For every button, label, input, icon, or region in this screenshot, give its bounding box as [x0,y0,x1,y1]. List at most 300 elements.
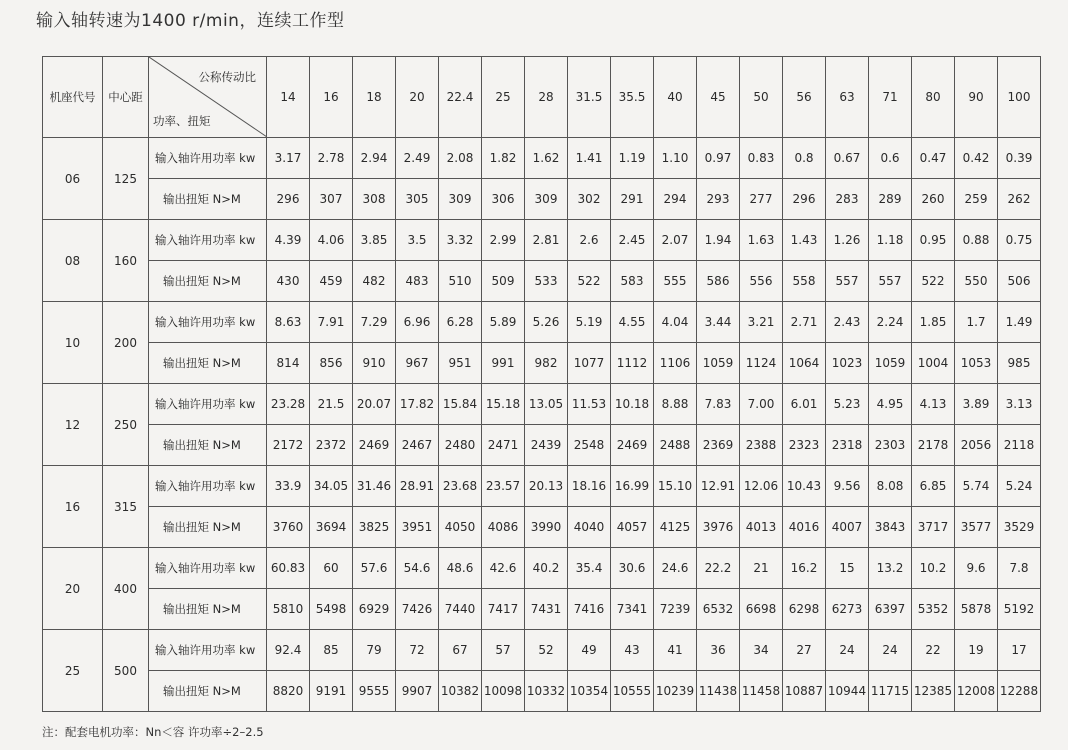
power-value-cell: 7.91 [310,302,353,343]
torque-value-cell: 10555 [611,671,654,712]
torque-value-cell: 2369 [697,425,740,466]
power-value-cell: 24.6 [654,548,697,589]
torque-row [43,343,1041,384]
torque-value-cell: 4040 [568,507,611,548]
power-value-cell: 57 [482,630,525,671]
power-value-cell: 0.75 [998,220,1041,261]
power-value-cell: 10.2 [912,548,955,589]
torque-value-cell: 9191 [310,671,353,712]
power-value-cell: 1.94 [697,220,740,261]
power-value-cell: 5.19 [568,302,611,343]
torque-value-cell: 4013 [740,507,783,548]
power-value-cell: 0.8 [783,138,826,179]
center-distance-cell: 400 [103,548,149,630]
torque-value-cell: 483 [396,261,439,302]
power-value-cell: 9.6 [955,548,998,589]
torque-value-cell: 1023 [826,343,869,384]
power-value-cell: 36 [697,630,740,671]
footnote: 注：配套电机功率：Nn＜容 许功率÷2–2.5 [42,725,264,739]
header-diagonal-cell [149,57,267,138]
power-value-cell: 6.96 [396,302,439,343]
torque-value-cell: 2323 [783,425,826,466]
torque-value-cell: 3951 [396,507,439,548]
torque-value-cell: 2471 [482,425,525,466]
power-value-cell: 92.4 [267,630,310,671]
torque-value-cell: 2056 [955,425,998,466]
power-value-cell: 3.89 [955,384,998,425]
torque-value-cell: 5352 [912,589,955,630]
page-title: 输入轴转速为1400 r/min，连续工作型 [36,11,345,31]
power-value-cell: 0.88 [955,220,998,261]
frame-code-cell: 20 [43,548,103,630]
torque-value-cell: 10354 [568,671,611,712]
power-value-cell: 24 [869,630,912,671]
power-value-cell: 0.6 [869,138,912,179]
header-ratio: 22.4 [439,57,482,138]
power-value-cell: 1.19 [611,138,654,179]
header-ratio: 71 [869,57,912,138]
header-ratio: 45 [697,57,740,138]
power-value-cell: 4.04 [654,302,697,343]
power-row [43,220,1041,261]
torque-value-cell: 1077 [568,343,611,384]
power-value-cell: 0.97 [697,138,740,179]
torque-value-cell: 307 [310,179,353,220]
power-value-cell: 0.42 [955,138,998,179]
frame-code-cell: 06 [43,138,103,220]
torque-value-cell: 10098 [482,671,525,712]
torque-value-cell: 951 [439,343,482,384]
power-value-cell: 15.10 [654,466,697,507]
torque-value-cell: 7431 [525,589,568,630]
power-value-cell: 2.71 [783,302,826,343]
center-distance-cell: 200 [103,302,149,384]
torque-value-cell: 2469 [353,425,396,466]
power-value-cell: 60 [310,548,353,589]
power-value-cell: 8.63 [267,302,310,343]
frame-code-cell: 10 [43,302,103,384]
torque-value-cell: 296 [783,179,826,220]
torque-value-cell: 967 [396,343,439,384]
header-ratio: 80 [912,57,955,138]
power-value-cell: 2.24 [869,302,912,343]
header-ratio: 28 [525,57,568,138]
torque-value-cell: 7426 [396,589,439,630]
torque-value-cell: 3577 [955,507,998,548]
power-value-cell: 13.05 [525,384,568,425]
torque-value-cell: 5878 [955,589,998,630]
torque-value-cell: 7341 [611,589,654,630]
power-value-cell: 30.6 [611,548,654,589]
torque-value-cell: 7416 [568,589,611,630]
frame-code-cell: 08 [43,220,103,302]
torque-value-cell: 533 [525,261,568,302]
power-value-cell: 15 [826,548,869,589]
power-value-cell: 4.13 [912,384,955,425]
torque-value-cell: 260 [912,179,955,220]
power-value-cell: 6.28 [439,302,482,343]
power-value-cell: 52 [525,630,568,671]
torque-value-cell: 2467 [396,425,439,466]
torque-value-cell: 7440 [439,589,482,630]
torque-value-cell: 5498 [310,589,353,630]
torque-value-cell: 985 [998,343,1041,384]
torque-value-cell: 2372 [310,425,353,466]
power-row [43,138,1041,179]
power-value-cell: 4.06 [310,220,353,261]
torque-row [43,261,1041,302]
torque-value-cell: 2488 [654,425,697,466]
header-ratio: 50 [740,57,783,138]
power-value-cell: 3.21 [740,302,783,343]
power-value-cell: 0.83 [740,138,783,179]
torque-value-cell: 2439 [525,425,568,466]
torque-value-cell: 10239 [654,671,697,712]
power-value-cell: 28.91 [396,466,439,507]
torque-value-cell: 1112 [611,343,654,384]
header-ratio: 16 [310,57,353,138]
torque-value-cell: 3529 [998,507,1041,548]
header-power-torque-label: 功率、扭矩 [153,114,211,128]
power-value-cell: 79 [353,630,396,671]
center-distance-cell: 160 [103,220,149,302]
power-value-cell: 8.88 [654,384,697,425]
power-value-cell: 1.62 [525,138,568,179]
torque-value-cell: 1064 [783,343,826,384]
power-value-cell: 2.07 [654,220,697,261]
torque-row-label: 输出扭矩 N>M [149,343,267,384]
torque-row [43,425,1041,466]
center-distance-cell: 500 [103,630,149,712]
power-value-cell: 1.18 [869,220,912,261]
power-value-cell: 43 [611,630,654,671]
torque-value-cell: 9555 [353,671,396,712]
power-row-label: 输入轴许用功率 kw [149,466,267,507]
power-value-cell: 16.99 [611,466,654,507]
power-value-cell: 18.16 [568,466,611,507]
torque-value-cell: 291 [611,179,654,220]
torque-value-cell: 556 [740,261,783,302]
power-value-cell: 11.53 [568,384,611,425]
torque-value-cell: 2172 [267,425,310,466]
power-value-cell: 2.94 [353,138,396,179]
torque-value-cell: 2318 [826,425,869,466]
header-center-distance: 中心距 [103,57,149,138]
power-row-label: 输入轴许用功率 kw [149,220,267,261]
power-value-cell: 15.84 [439,384,482,425]
torque-value-cell: 296 [267,179,310,220]
torque-value-cell: 482 [353,261,396,302]
torque-row [43,507,1041,548]
power-value-cell: 7.83 [697,384,740,425]
torque-value-cell: 283 [826,179,869,220]
power-value-cell: 0.39 [998,138,1041,179]
power-value-cell: 24 [826,630,869,671]
header-ratio: 31.5 [568,57,611,138]
power-value-cell: 3.32 [439,220,482,261]
torque-value-cell: 262 [998,179,1041,220]
torque-value-cell: 308 [353,179,396,220]
torque-value-cell: 1053 [955,343,998,384]
power-value-cell: 67 [439,630,482,671]
torque-value-cell: 4007 [826,507,869,548]
power-value-cell: 22.2 [697,548,740,589]
torque-value-cell: 10887 [783,671,826,712]
center-distance-cell: 315 [103,466,149,548]
torque-value-cell: 856 [310,343,353,384]
header-row [43,57,1041,138]
torque-value-cell: 12008 [955,671,998,712]
power-value-cell: 3.85 [353,220,396,261]
power-value-cell: 23.57 [482,466,525,507]
power-value-cell: 3.44 [697,302,740,343]
power-value-cell: 7.29 [353,302,396,343]
torque-value-cell: 11715 [869,671,912,712]
torque-row [43,589,1041,630]
power-value-cell: 49 [568,630,611,671]
header-frame-code: 机座代号 [43,57,103,138]
torque-value-cell: 4050 [439,507,482,548]
power-value-cell: 4.55 [611,302,654,343]
torque-value-cell: 309 [439,179,482,220]
power-value-cell: 23.68 [439,466,482,507]
power-value-cell: 1.49 [998,302,1041,343]
power-value-cell: 2.49 [396,138,439,179]
power-value-cell: 85 [310,630,353,671]
power-value-cell: 35.4 [568,548,611,589]
power-value-cell: 2.78 [310,138,353,179]
torque-value-cell: 982 [525,343,568,384]
torque-value-cell: 11438 [697,671,740,712]
torque-value-cell: 2469 [611,425,654,466]
torque-value-cell: 309 [525,179,568,220]
header-ratio: 56 [783,57,826,138]
power-value-cell: 2.99 [482,220,525,261]
power-value-cell: 4.39 [267,220,310,261]
power-value-cell: 5.89 [482,302,525,343]
power-value-cell: 5.23 [826,384,869,425]
torque-value-cell: 510 [439,261,482,302]
power-value-cell: 2.45 [611,220,654,261]
power-value-cell: 5.74 [955,466,998,507]
torque-row-label: 输出扭矩 N>M [149,589,267,630]
power-value-cell: 34 [740,630,783,671]
power-value-cell: 72 [396,630,439,671]
power-value-cell: 1.63 [740,220,783,261]
header-ratio: 40 [654,57,697,138]
power-value-cell: 13.2 [869,548,912,589]
torque-value-cell: 10382 [439,671,482,712]
torque-value-cell: 522 [912,261,955,302]
torque-value-cell: 2388 [740,425,783,466]
torque-value-cell: 1059 [697,343,740,384]
torque-value-cell: 293 [697,179,740,220]
torque-value-cell: 557 [869,261,912,302]
power-value-cell: 31.46 [353,466,396,507]
torque-value-cell: 3990 [525,507,568,548]
torque-value-cell: 2178 [912,425,955,466]
torque-value-cell: 522 [568,261,611,302]
torque-row-label: 输出扭矩 N>M [149,425,267,466]
spec-table [42,56,1041,712]
frame-code-cell: 12 [43,384,103,466]
frame-code-cell: 25 [43,630,103,712]
power-value-cell: 12.06 [740,466,783,507]
torque-value-cell: 9907 [396,671,439,712]
power-row-label: 输入轴许用功率 kw [149,384,267,425]
torque-value-cell: 302 [568,179,611,220]
torque-value-cell: 11458 [740,671,783,712]
power-value-cell: 27 [783,630,826,671]
power-row [43,302,1041,343]
torque-value-cell: 10332 [525,671,568,712]
torque-value-cell: 1124 [740,343,783,384]
power-value-cell: 2.08 [439,138,482,179]
power-value-cell: 4.95 [869,384,912,425]
power-value-cell: 23.28 [267,384,310,425]
power-value-cell: 7.00 [740,384,783,425]
power-value-cell: 1.7 [955,302,998,343]
header-ratio: 63 [826,57,869,138]
header-ratio: 90 [955,57,998,138]
torque-value-cell: 3825 [353,507,396,548]
power-value-cell: 17.82 [396,384,439,425]
torque-row [43,179,1041,220]
torque-value-cell: 557 [826,261,869,302]
torque-value-cell: 294 [654,179,697,220]
power-value-cell: 20.13 [525,466,568,507]
power-value-cell: 6.01 [783,384,826,425]
power-value-cell: 20.07 [353,384,396,425]
power-value-cell: 0.47 [912,138,955,179]
torque-row-label: 输出扭矩 N>M [149,179,267,220]
torque-value-cell: 586 [697,261,740,302]
torque-value-cell: 2548 [568,425,611,466]
power-value-cell: 0.67 [826,138,869,179]
power-row [43,630,1041,671]
torque-value-cell: 910 [353,343,396,384]
center-distance-cell: 125 [103,138,149,220]
header-ratio: 20 [396,57,439,138]
power-value-cell: 17 [998,630,1041,671]
power-value-cell: 5.26 [525,302,568,343]
power-row-label: 输入轴许用功率 kw [149,548,267,589]
torque-value-cell: 2480 [439,425,482,466]
power-value-cell: 10.43 [783,466,826,507]
torque-value-cell: 306 [482,179,525,220]
torque-value-cell: 2303 [869,425,912,466]
torque-value-cell: 3760 [267,507,310,548]
power-value-cell: 19 [955,630,998,671]
power-row [43,384,1041,425]
power-value-cell: 10.18 [611,384,654,425]
power-value-cell: 21 [740,548,783,589]
power-value-cell: 2.6 [568,220,611,261]
torque-value-cell: 459 [310,261,353,302]
power-value-cell: 41 [654,630,697,671]
power-row-label: 输入轴许用功率 kw [149,630,267,671]
torque-value-cell: 814 [267,343,310,384]
torque-value-cell: 7417 [482,589,525,630]
power-value-cell: 5.24 [998,466,1041,507]
header-ratio: 25 [482,57,525,138]
torque-value-cell: 3843 [869,507,912,548]
power-value-cell: 40.2 [525,548,568,589]
power-value-cell: 15.18 [482,384,525,425]
torque-value-cell: 506 [998,261,1041,302]
power-row-label: 输入轴许用功率 kw [149,302,267,343]
torque-value-cell: 6929 [353,589,396,630]
power-value-cell: 9.56 [826,466,869,507]
power-value-cell: 1.10 [654,138,697,179]
torque-value-cell: 430 [267,261,310,302]
power-value-cell: 3.17 [267,138,310,179]
power-value-cell: 12.91 [697,466,740,507]
torque-value-cell: 1106 [654,343,697,384]
torque-value-cell: 991 [482,343,525,384]
power-value-cell: 1.41 [568,138,611,179]
header-ratio: 100 [998,57,1041,138]
power-value-cell: 8.08 [869,466,912,507]
header-ratio-label: 公称传动比 [198,70,256,84]
torque-value-cell: 277 [740,179,783,220]
header-ratio: 14 [267,57,310,138]
torque-value-cell: 5192 [998,589,1041,630]
torque-value-cell: 583 [611,261,654,302]
power-value-cell: 6.85 [912,466,955,507]
torque-value-cell: 4086 [482,507,525,548]
power-value-cell: 48.6 [439,548,482,589]
power-value-cell: 7.8 [998,548,1041,589]
torque-value-cell: 8820 [267,671,310,712]
power-value-cell: 22 [912,630,955,671]
torque-value-cell: 4125 [654,507,697,548]
power-value-cell: 3.13 [998,384,1041,425]
torque-value-cell: 3976 [697,507,740,548]
power-value-cell: 1.26 [826,220,869,261]
torque-value-cell: 550 [955,261,998,302]
torque-value-cell: 555 [654,261,697,302]
torque-value-cell: 558 [783,261,826,302]
torque-value-cell: 259 [955,179,998,220]
torque-value-cell: 6298 [783,589,826,630]
power-value-cell: 1.85 [912,302,955,343]
center-distance-cell: 250 [103,384,149,466]
torque-row-label: 输出扭矩 N>M [149,671,267,712]
torque-value-cell: 6397 [869,589,912,630]
power-value-cell: 1.82 [482,138,525,179]
power-row-label: 输入轴许用功率 kw [149,138,267,179]
torque-value-cell: 12385 [912,671,955,712]
header-ratio: 35.5 [611,57,654,138]
power-value-cell: 60.83 [267,548,310,589]
torque-value-cell: 509 [482,261,525,302]
torque-value-cell: 289 [869,179,912,220]
torque-value-cell: 6273 [826,589,869,630]
torque-value-cell: 2118 [998,425,1041,466]
power-value-cell: 0.95 [912,220,955,261]
torque-value-cell: 305 [396,179,439,220]
torque-value-cell: 6532 [697,589,740,630]
torque-value-cell: 1059 [869,343,912,384]
power-value-cell: 16.2 [783,548,826,589]
power-value-cell: 54.6 [396,548,439,589]
torque-value-cell: 1004 [912,343,955,384]
power-value-cell: 33.9 [267,466,310,507]
torque-value-cell: 4016 [783,507,826,548]
torque-value-cell: 12288 [998,671,1041,712]
power-value-cell: 1.43 [783,220,826,261]
